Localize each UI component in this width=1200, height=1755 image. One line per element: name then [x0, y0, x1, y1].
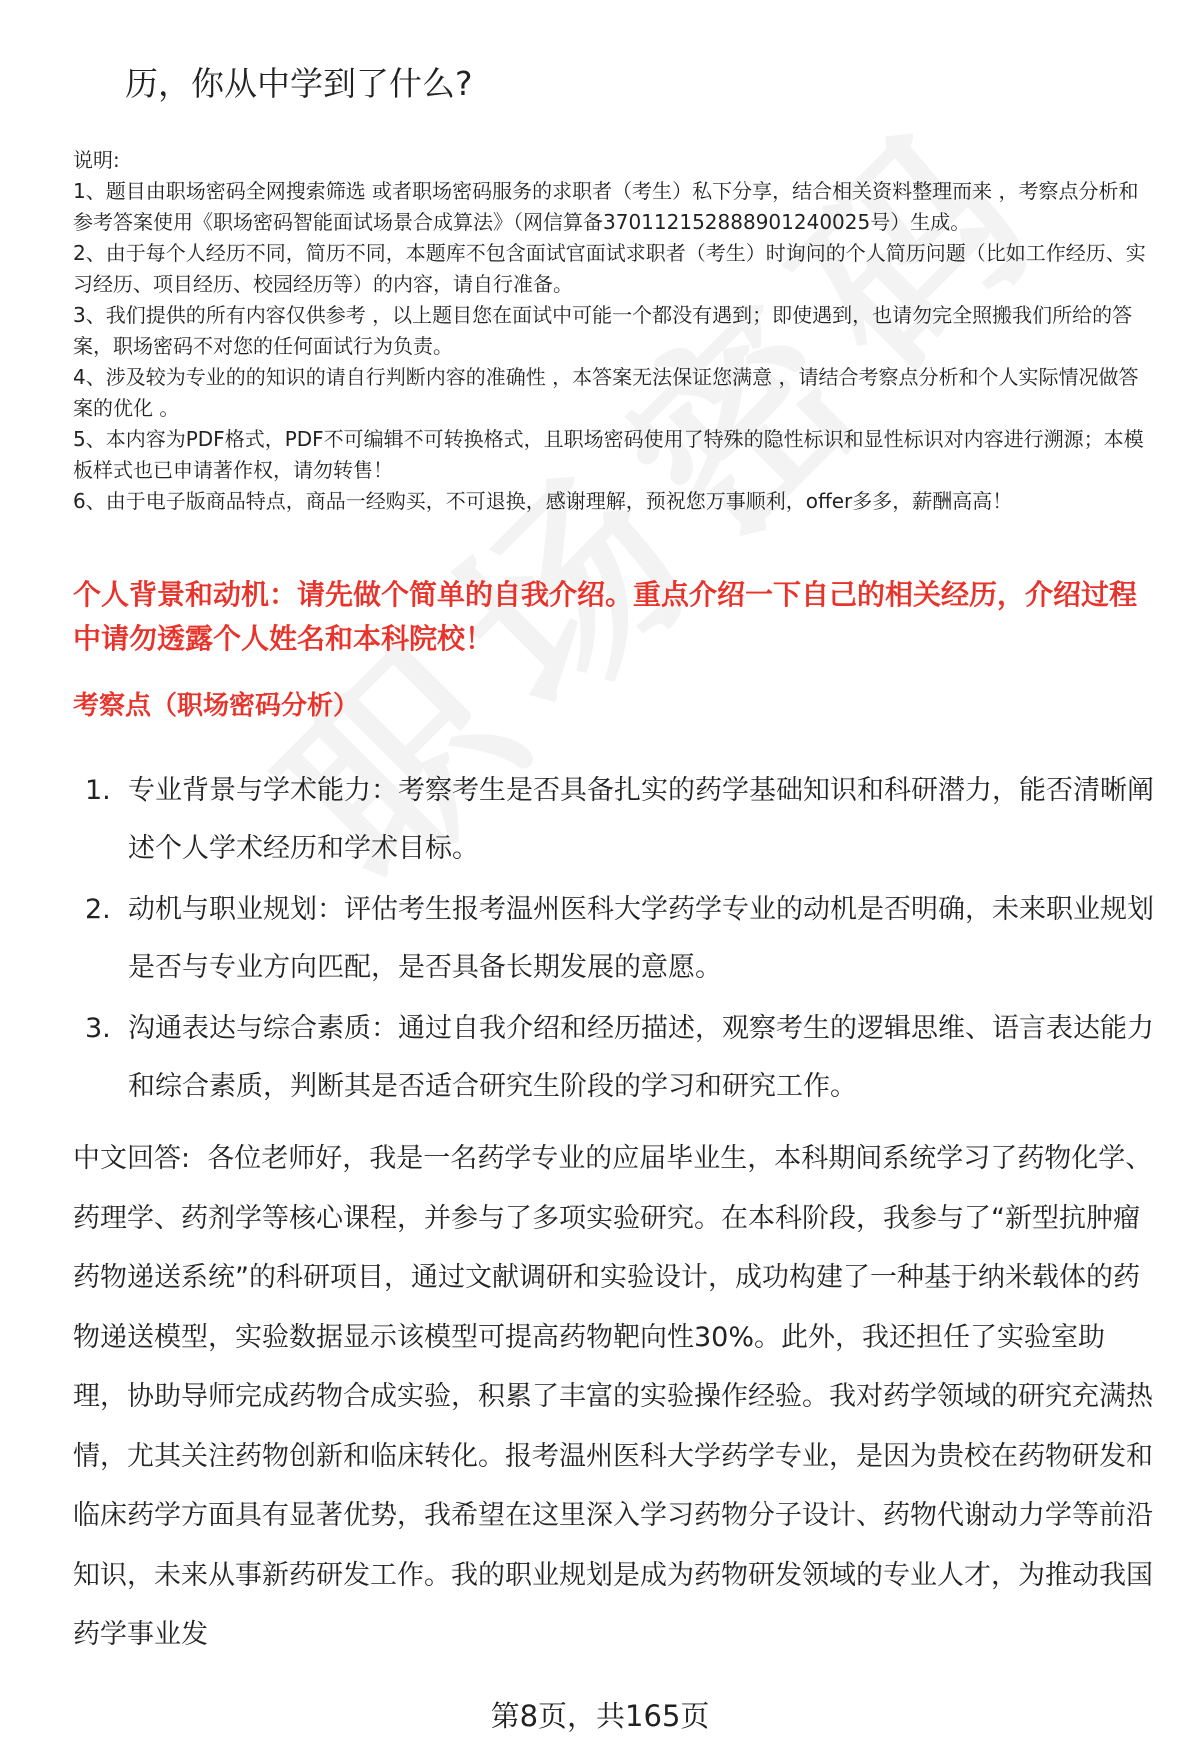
note-item: 2、由于每个人经历不同，简历不同，本题库不包含面试官面试求职者（考生）时询问的个人简历问题（比如工作经历、实习经历、项目经历、校园经历等）的内容，请自行准备。	[73, 241, 1146, 296]
previous-question-tail: 历，你从中学到了什么?	[125, 64, 473, 103]
note-item: 4、涉及较为专业的的知识的请自行判断内容的准确性 ，本答案无法保证您满意 ，请结合考察点分析和个人实际情况做答案的优化 。	[73, 365, 1139, 420]
point-text: 专业背景与学术能力：考察考生是否具备扎实的药学基础知识和科研潜力，能否清晰阐述个人学术经历和学术目标。	[128, 775, 1154, 864]
point-number: 2.	[85, 894, 111, 925]
point-text: 动机与职业规划：评估考生报考温州医科大学药学专业的动机是否明确，未来职业规划是否与专业方向匹配，是否具备长期发展的意愿。	[128, 894, 1154, 983]
point-text: 沟通表达与综合素质：通过自我介绍和经历描述，观察考生的逻辑思维、语言表达能力和综合素质，判断其是否适合研究生阶段的学习和研究工作。	[128, 1013, 1154, 1102]
analysis-point	[85, 1000, 1155, 1116]
notes-section	[73, 145, 1153, 517]
note-item: 5、本内容为PDF格式，PDF不可编辑不可转换格式，且职场密码使用了特殊的隐性标识和显性标识对内容进行溯源；本模板样式也已申请著作权，请勿转售！	[73, 427, 1144, 482]
analysis-heading: 考察点（职场密码分析）	[73, 691, 360, 721]
answer-label: 中文回答:	[73, 1143, 191, 1174]
answer-paragraph	[73, 1129, 1158, 1665]
point-number: 1.	[85, 775, 111, 806]
analysis-points-list	[85, 762, 1155, 1119]
question-heading: 个人背景和动机：请先做个简单的自我介绍。重点介绍一下自己的相关经历，介绍过程中请勿透露个人姓名和本科院校！	[73, 578, 1138, 655]
point-number: 3.	[85, 1013, 111, 1044]
notes-heading: 说明:	[73, 148, 120, 172]
page-number: 第8页，共165页	[490, 1699, 710, 1733]
analysis-point	[85, 881, 1155, 997]
note-item: 3、我们提供的所有内容仅供参考 ，以上题目您在面试中可能一个都没有遇到；即使遇到，也请勿完全照搬我们所给的答案，职场密码不对您的任何面试行为负责。	[73, 303, 1133, 358]
note-item: 6、由于电子版商品特点，商品一经购买，不可退换，感谢理解，预祝您万事顺利，offer多多，薪酬高高！	[73, 489, 1013, 513]
analysis-point	[85, 762, 1155, 878]
note-item: 1、题目由职场密码全网搜索筛选 或者职场密码服务的求职者（考生）私下分享，结合相关资料整理而来 ，考察点分析和参考答案使用《职场密码智能面试场景合成算法》（网信算备370112152888901240025号）生成。	[73, 179, 1139, 234]
answer-text: 各位老师好，我是一名药学专业的应届毕业生，本科期间系统学习了药物化学、药理学、药剂学等核心课程，并参与了多项实验研究。在本科阶段，我参与了“新型抗肿瘤药物递送系统”的科研项目，通过文献调研和实验设计，成功构建了一种基于纳米载体的药物递送模型，实验数据显示该模型可提高药物靶向性30%。此外，我还担任了实验室助理，协助导师完成药物合成实验，积累了丰富的实验操作经验。我对药学领域的研究充满热情，尤其关注药物创新和临床转化。报考温州医科大学药学专业，是因为贵校在药物研发和临床药学方面具有显著优势，我希望在这里深入学习药物分子设计、药物代谢动力学等前沿知识，未来从事新药研发工作。我的职业规划是成为药物研发领域的专业人才，为推动我国药学事业发	[73, 1143, 1153, 1650]
